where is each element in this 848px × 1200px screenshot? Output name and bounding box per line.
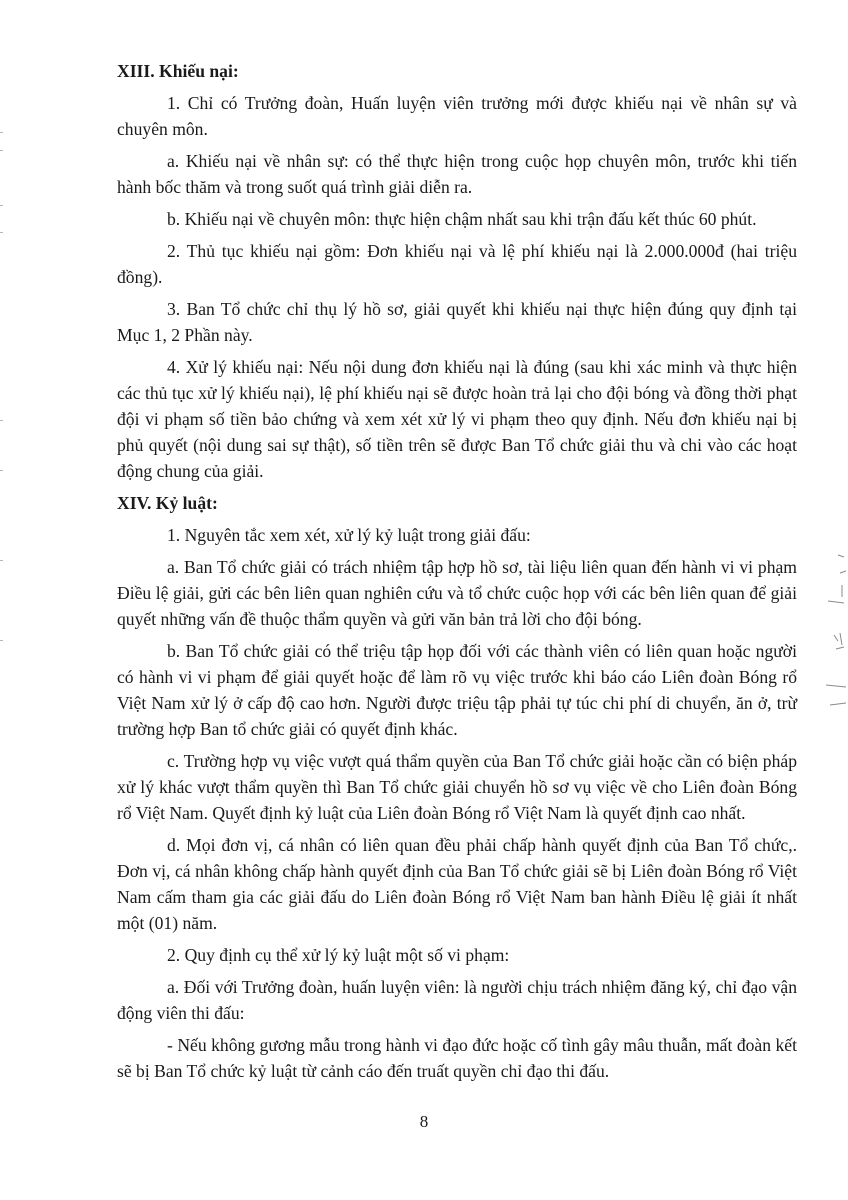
page-number: 8 — [419, 1112, 429, 1131]
paragraph: 2. Quy định cụ thể xử lý kỷ luật một số vi phạm: — [167, 945, 510, 965]
paragraph: d. Mọi đơn vị, cá nhân có liên quan đều phải chấp hành quyết định của Ban Tổ chức,. Đơn vị, cá nhân không chấp hành quyết định của Ban Tổ chức giải sẽ bị Liên đoàn Bóng rổ Việt Nam cấm tham gia các giải đấu do Liên đoàn Bóng rổ Việt Nam ban hành Điều lệ giải ít nhất một (01) năm. — [117, 835, 797, 933]
paragraph: b. Khiếu nại về chuyên môn: thực hiện chậm nhất sau khi trận đấu kết thúc 60 phút. — [167, 209, 757, 229]
section-khieu-nai — [117, 58, 797, 484]
paragraph: a. Khiếu nại về nhân sự: có thể thực hiện trong cuộc họp chuyên môn, trước khi tiến hành bốc thăm và trong suốt quá trình giải diễn ra. — [117, 151, 797, 197]
scan-margin-marks — [808, 545, 848, 725]
paragraph: a. Đối với Trưởng đoàn, huấn luyện viên: là người chịu trách nhiệm đăng ký, chỉ đạo vận động viên thi đấu: — [117, 977, 797, 1023]
paragraph: a. Ban Tổ chức giải có trách nhiệm tập hợp hồ sơ, tài liệu liên quan đến hành vi vi phạm Điều lệ giải, gửi các bên liên quan nghiên cứu và tổ chức cuộc họp với các bên liên quan để giải quyết những vấn đề thuộc thẩm quyền và gửi văn bản trả lời cho đội bóng. — [117, 557, 797, 629]
paragraph: 1. Chỉ có Trưởng đoàn, Huấn luyện viên trưởng mới được khiếu nại về nhân sự và chuyên môn. — [117, 93, 797, 139]
section-ky-luat — [117, 490, 797, 1084]
section-heading: XIII. Khiếu nại: — [117, 61, 239, 81]
paragraph: - Nếu không gương mẫu trong hành vi đạo đức hoặc cố tình gây mâu thuẫn, mất đoàn kết sẽ bị Ban Tổ chức kỷ luật từ cảnh cáo đến truất quyền chỉ đạo thi đấu. — [117, 1035, 797, 1081]
paragraph: 1. Nguyên tắc xem xét, xử lý kỷ luật trong giải đấu: — [167, 525, 531, 545]
scan-edge-marks — [0, 0, 3, 1200]
document-body — [117, 58, 797, 1090]
paragraph: 4. Xử lý khiếu nại: Nếu nội dung đơn khiếu nại là đúng (sau khi xác minh và thực hiện các thủ tục xử lý khiếu nại), lệ phí khiếu nại sẽ được hoàn trả lại cho đội bóng và đồng thời phạt đội vi phạm số tiền bảo chứng và xem xét xử lý vi phạm theo quy định. Nếu đơn khiếu nại bị phủ quyết (nội dung sai sự thật), số tiền trên sẽ được Ban Tổ chức giải thu và chi vào các hoạt động chung của giải. — [117, 357, 797, 481]
paragraph: 2. Thủ tục khiếu nại gồm: Đơn khiếu nại và lệ phí khiếu nại là 2.000.000đ (hai triệu đồng). — [117, 241, 797, 287]
paragraph: 3. Ban Tổ chức chỉ thụ lý hồ sơ, giải quyết khi khiếu nại thực hiện đúng quy định tại Mục 1, 2 Phần này. — [117, 299, 797, 345]
paragraph: c. Trường hợp vụ việc vượt quá thẩm quyền của Ban Tổ chức giải hoặc cần có biện pháp xử lý khác vượt thẩm quyền thì Ban Tổ chức giải chuyển hồ sơ vụ việc về cho Liên đoàn Bóng rổ Việt Nam. Quyết định kỷ luật của Liên đoàn Bóng rổ Việt Nam là quyết định cao nhất. — [117, 751, 797, 823]
section-heading: XIV. Kỷ luật: — [117, 493, 218, 513]
paragraph: b. Ban Tổ chức giải có thể triệu tập họp đối với các thành viên có liên quan hoặc người có hành vi vi phạm để giải quyết hoặc để làm rõ vụ việc trước khi báo cáo Liên đoàn Bóng rổ Việt Nam xử lý ở cấp độ cao hơn. Người được triệu tập phải tự túc chi phí di chuyển, ăn ở, trừ trường hợp Ban tổ chức giải có quyết định khác. — [117, 641, 797, 739]
